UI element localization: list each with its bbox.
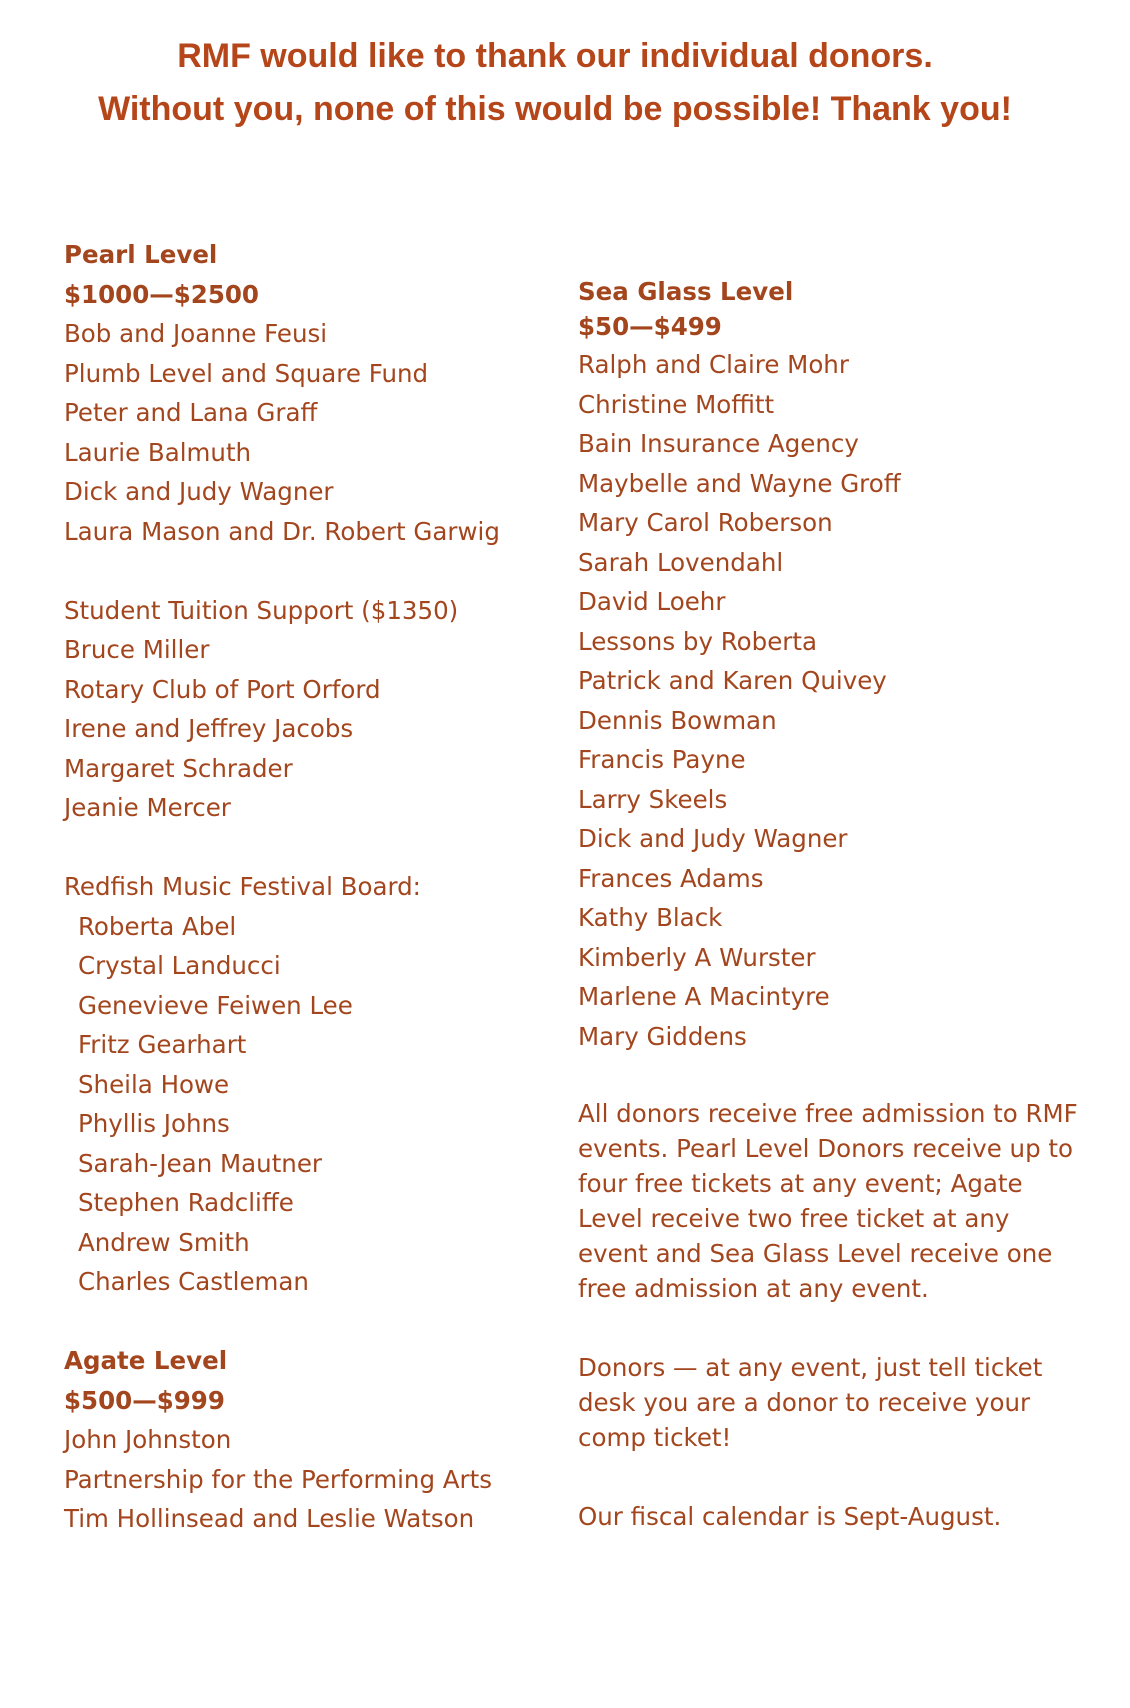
donor-name: Ralph and Claire Mohr — [578, 350, 849, 379]
donor-name: Tim Hollinsead and Leslie Watson — [64, 1504, 475, 1533]
donor-name: Dennis Bowman — [578, 705, 777, 735]
donor-name: John Johnston — [64, 1425, 232, 1454]
donor-name: Bob and Joanne Feusi — [64, 319, 328, 348]
donor-name: Maybelle and Wayne Groff — [578, 468, 901, 498]
donor-name: Kathy Black — [578, 903, 723, 932]
donor-name: Patrick and Karen Quivey — [578, 666, 887, 695]
pearl-section — [64, 235, 534, 551]
donor-name: Laura Mason and Dr. Robert Garwig — [64, 516, 500, 546]
seaglass-range: $50—$499 — [578, 312, 722, 341]
agate-range: $500—$999 — [64, 1385, 225, 1415]
left-column — [64, 235, 534, 1539]
board-member: Stephen Radcliffe — [78, 1188, 294, 1217]
tuition-section — [64, 591, 534, 828]
board-member: Roberta Abel — [78, 911, 237, 941]
donor-name: Mary Carol Roberson — [578, 508, 833, 537]
donor-name: Margaret Schrader — [64, 753, 293, 783]
donor-name: Sarah Lovendahl — [578, 547, 784, 577]
donor-name: Peter and Lana Graff — [64, 398, 318, 427]
donor-name: Kimberly A Wurster — [578, 942, 816, 972]
donor-name: Partnership for the Performing Arts — [64, 1464, 492, 1494]
donor-name: Rotary Club of Port Orford — [64, 674, 381, 704]
seaglass-title: Sea Glass Level — [578, 277, 794, 306]
board-member: Fritz Gearhart — [78, 1030, 247, 1059]
header-line-1: RMF would like to thank our individual donors. — [177, 37, 933, 75]
donor-name: Jeanie Mercer — [64, 793, 231, 822]
donor-name: Frances Adams — [578, 863, 764, 893]
spacer — [578, 1455, 1078, 1499]
donor-name: Mary Giddens — [578, 1021, 747, 1051]
donor-name: Lessons by Roberta — [578, 626, 817, 656]
donor-name: Dick and Judy Wagner — [578, 824, 848, 853]
board-member: Phyllis Johns — [78, 1109, 230, 1138]
pearl-title: Pearl Level — [64, 240, 218, 269]
board-section — [64, 867, 534, 1302]
spacer — [64, 828, 534, 868]
comp-ticket-note: Donors — at any event, just tell ticket desk you are a donor to receive your comp ticket! — [578, 1352, 1043, 1452]
page-header — [0, 30, 1110, 136]
donor-name: David Loehr — [578, 587, 726, 616]
donor-name: Marlene A Macintyre — [578, 982, 830, 1011]
agate-title: Agate Level — [64, 1346, 228, 1375]
header-line-2: Without you, none of this would be possible! Thank you! — [98, 90, 1012, 128]
pearl-range: $1000—$2500 — [64, 279, 259, 309]
spacer — [578, 1056, 1078, 1096]
board-member: Andrew Smith — [78, 1227, 250, 1257]
donor-name: Larry Skeels — [578, 784, 728, 814]
donor-name: Francis Payne — [578, 745, 746, 774]
tuition-title: Student Tuition Support ($1350) — [64, 595, 459, 625]
spacer — [578, 1306, 1078, 1350]
donor-name: Dick and Judy Wagner — [64, 477, 334, 506]
donor-name: Bruce Miller — [64, 635, 210, 664]
board-member: Charles Castleman — [78, 1267, 309, 1296]
donor-name: Irene and Jeffrey Jacobs — [64, 714, 354, 743]
benefits-note: All donors receive free admission to RMF events. Pearl Level Donors receive up to four free tickets at any event; Agate Level receive two free ticket at any event and Sea Glass Level receive one free admission at any event. — [578, 1098, 1078, 1303]
spacer — [64, 551, 534, 591]
board-member: Sheila Howe — [78, 1069, 230, 1099]
donor-name: Plumb Level and Square Fund — [64, 358, 429, 388]
spacer — [64, 1302, 534, 1342]
donor-name: Laurie Balmuth — [64, 437, 252, 467]
board-member: Crystal Landucci — [78, 951, 281, 980]
board-member: Genevieve Feiwen Lee — [78, 990, 353, 1020]
board-member: Sarah-Jean Mautner — [78, 1148, 322, 1178]
fiscal-calendar-note: Our fiscal calendar is Sept-August. — [578, 1501, 1002, 1531]
board-title: Redfish Music Festival Board: — [64, 872, 421, 901]
right-column — [578, 274, 1078, 1534]
agate-section — [64, 1341, 534, 1539]
donor-name: Bain Insurance Agency — [578, 429, 859, 458]
seaglass-section — [578, 274, 1078, 1056]
donor-name: Christine Moffitt — [578, 389, 775, 419]
